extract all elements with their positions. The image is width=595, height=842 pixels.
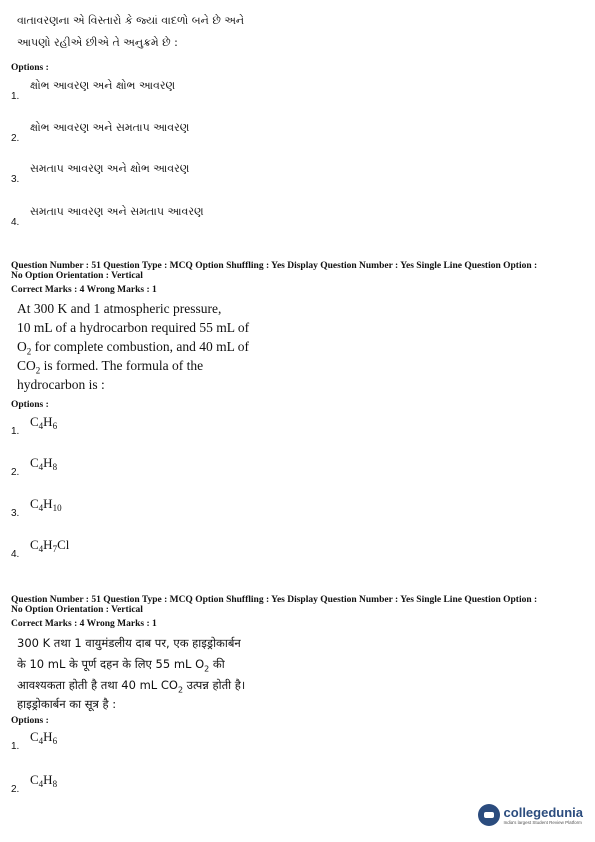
question-text-line: hydrocarbon is : (17, 377, 105, 392)
logo-name: collegedunia (503, 805, 583, 820)
options-label: Options : (11, 716, 49, 726)
question-meta-2: No Option Orientation : Vertical (11, 605, 143, 615)
question-text-line: हाइड्रोकार्बन का सूत्र है : (17, 697, 117, 711)
option-text[interactable]: સમતાપ આવરણ અને સમતાપ આવરણ (30, 205, 204, 218)
options-label: Options : (11, 63, 49, 73)
option-number: 3. (11, 174, 20, 185)
question-text-line: વાતાવરણના એ વિસ્તારો કે જ્યાં વાદળો બને છે અને (17, 14, 245, 27)
option-formula[interactable]: $C_4H_6$ (30, 414, 58, 431)
question-meta-2: No Option Orientation : Vertical (11, 271, 143, 281)
question-text-line: 300 K तथा 1 वायुमंडलीय दाब पर, एक हाइड्रोकार्बन (17, 636, 241, 650)
question-text-line: આપણો રહીએ છીએ તે અનુક્રમે છે : (17, 36, 178, 49)
option-text[interactable]: ક્ષોભ આવરણ અને સમતાપ આવરણ (30, 121, 190, 134)
graduation-cap-icon (478, 804, 500, 826)
option-number: 1. (11, 741, 20, 752)
option-formula[interactable]: $C_4H_8$ (30, 772, 58, 789)
option-formula[interactable]: $C_4H_8$ (30, 455, 58, 472)
option-number: 2. (11, 784, 20, 795)
option-number: 2. (11, 467, 20, 478)
logo-tagline: India's largest Student Review Platform (503, 820, 582, 825)
option-number: 4. (11, 217, 20, 228)
question-text-line: $O_2$ for complete combustion, and 40 mL of (17, 339, 249, 357)
formula-co2: $CO_2$ (17, 358, 41, 376)
question-text-line: 10 mL of a hydrocarbon required 55 mL of (17, 320, 250, 335)
option-formula[interactable]: $C_4H_{10}$ (30, 496, 62, 513)
question-meta: Question Number : 51 Question Type : MCQ Option Shuffling : Yes Display Question Number : Yes Single Line Question Option : (11, 595, 538, 605)
marks-line: Correct Marks : 4 Wrong Marks : 1 (11, 619, 157, 629)
question-meta: Question Number : 51 Question Type : MCQ Option Shuffling : Yes Display Question Number : Yes Single Line Question Option : (11, 261, 538, 271)
option-formula[interactable]: $C_4H_7Cl$ (30, 537, 70, 554)
option-text[interactable]: સમતાપ આવરણ અને ક્ષોભ આવરણ (30, 162, 190, 175)
option-formula[interactable]: $C_4H_6$ (30, 729, 58, 746)
question-text-line: आवश्यकता होती है तथा 40 mL $CO_2$ उत्पन्न होती है। (17, 678, 246, 695)
option-number: 3. (11, 508, 20, 519)
option-number: 4. (11, 549, 20, 560)
question-text-line: $CO_2$ is formed. The formula of the (17, 358, 204, 376)
question-text-line: At 300 K and 1 atmospheric pressure, (17, 301, 222, 316)
formula-o2: $O_2$ (17, 339, 32, 357)
option-number: 1. (11, 91, 20, 102)
options-label: Options : (11, 400, 49, 410)
option-number: 2. (11, 133, 20, 144)
marks-line: Correct Marks : 4 Wrong Marks : 1 (11, 285, 157, 295)
option-text[interactable]: ક્ષોભ આવરણ અને ક્ષોભ આવરણ (30, 79, 176, 92)
option-number: 1. (11, 426, 20, 437)
collegedunia-logo (478, 804, 583, 826)
question-text-line: के 10 mL के पूर्ण दहन के लिए 55 mL $O_2$ की (17, 657, 225, 674)
